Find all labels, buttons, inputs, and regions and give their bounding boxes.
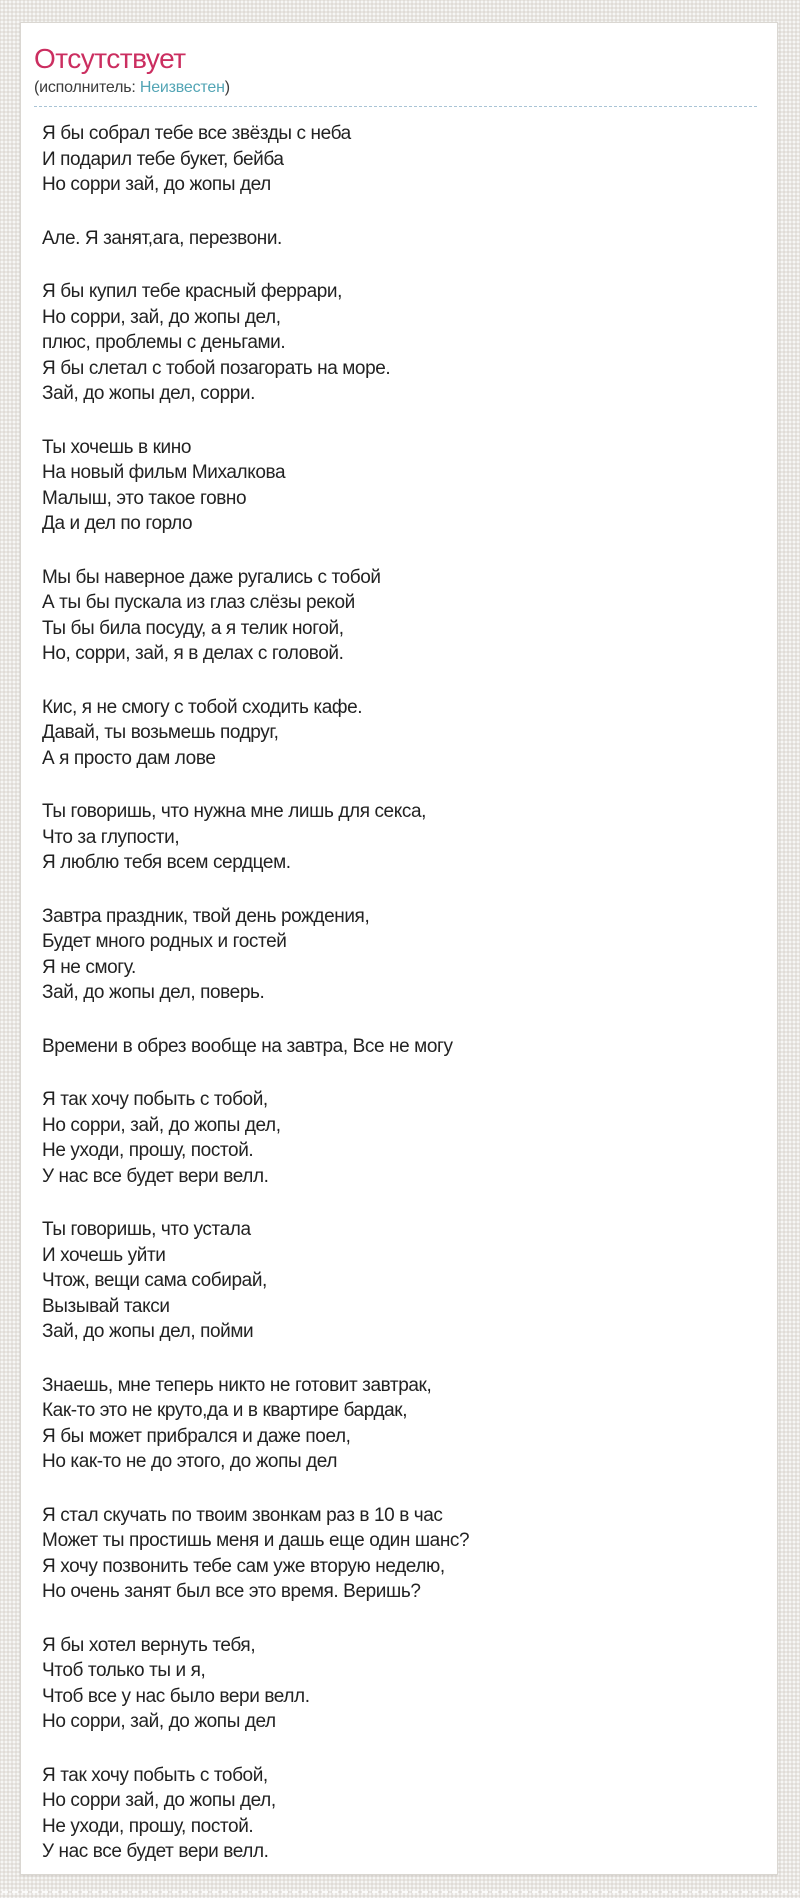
lyrics-stanza: Я бы купил тебе красный феррари, Но сорри, зай, до жопы дел, плюс, проблемы с деньгами. Я бы слетал с тобой позагорать на море. Зай, до жопы дел, сорри.: [42, 281, 391, 404]
lyrics-text: [34, 107, 757, 1865]
lyrics-card: [20, 22, 778, 1875]
lyrics-stanza: Ты хочешь в кино На новый фильм Михалкова Малыш, это такое говно Да и дел по горло: [42, 436, 286, 534]
lyrics-stanza: Знаешь, мне теперь никто не готовит завтрак, Как-то это не круто,да и в квартире бардак, Я бы может прибрался и даже поел, Но как-то не до этого, до жопы дел: [42, 1374, 432, 1472]
artist-link[interactable]: Неизвестен: [139, 79, 225, 96]
background-dash-texture: [2, 1891, 798, 1893]
artist-line: [34, 78, 757, 107]
lyrics-stanza: Я бы собрал тебе все звёзды с неба И подарил тебе букет, бейба Но сорри зай, до жопы дел: [42, 123, 351, 195]
lyrics-stanza: Я стал скучать по твоим звонкам раз в 10 в час Может ты простишь меня и дашь еще один шанс? Я хочу позвонить тебе сам уже вторую неделю, Но очень занят был все это время. Веришь?: [42, 1504, 470, 1602]
lyrics-stanza: Времени в обрез вообще на завтра, Все не могу: [42, 1035, 453, 1057]
lyrics-stanza: Кис, я не смогу с тобой сходить кафе. Давай, ты возьмешь подруг, А я просто дам лове: [42, 696, 363, 769]
lyrics-stanza: Мы бы наверное даже ругались с тобой А ты бы пускала из глаз слёзы рекой Ты бы била посуду, а я телик ногой, Но, сорри, зай, я в делах с головой.: [42, 566, 381, 664]
lyrics-stanza: Ты говоришь, что устала И хочешь уйти Чтож, вещи сама собирай, Вызывай такси Зай, до жопы дел, пойми: [42, 1219, 267, 1342]
lyrics-stanza: Я так хочу побыть с тобой, Но сорри зай, до жопы дел, Не уходи, прошу, постой. У нас все будет вери велл.: [42, 1764, 276, 1862]
lyrics-stanza: Я бы хотел вернуть тебя, Чтоб только ты и я, Чтоб все у нас было вери велл. Но сорри, зай, до жопы дел: [42, 1634, 310, 1732]
artist-label: (исполнитель:: [34, 79, 136, 96]
lyrics-stanza: Завтра праздник, твой день рождения, Будет много родных и гостей Я не смогу. Зай, до жопы дел, поверь.: [42, 905, 370, 1003]
lyrics-stanza: Але. Я занят,ага, перезвони.: [42, 227, 282, 249]
lyrics-stanza: Я так хочу побыть с тобой, Но сорри, зай, до жопы дел, Не уходи, прошу, постой. У нас все будет вери велл.: [42, 1089, 281, 1187]
song-title: Отсутствует: [34, 43, 186, 74]
artist-label-close: ): [224, 79, 230, 96]
lyrics-stanza: Ты говоришь, что нужна мне лишь для секса, Что за глупости, Я люблю тебя всем сердцем.: [42, 801, 427, 873]
